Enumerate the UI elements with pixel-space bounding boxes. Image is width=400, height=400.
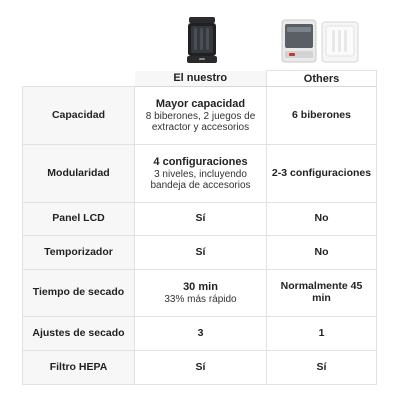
table-row: [23, 145, 377, 203]
header-ours: El nuestro: [135, 71, 267, 87]
ours-cell: Sí: [135, 203, 267, 236]
table-row: [23, 270, 377, 317]
row-label: Panel LCD: [23, 203, 135, 236]
others-cell: Sí: [267, 351, 377, 385]
ours-highlight: 4 configuraciones: [153, 156, 248, 169]
table-row: [23, 236, 377, 270]
product-images: [0, 16, 400, 70]
ours-cell: [135, 87, 267, 145]
table-row: [23, 317, 377, 351]
header-blank-cell: [23, 71, 135, 87]
ours-cell: 3: [135, 317, 267, 351]
ours-highlight: Mayor capacidad: [155, 98, 246, 111]
row-label: Filtro HEPA: [23, 351, 135, 385]
ours-cell: Sí: [135, 236, 267, 270]
ours-detail: 8 biberones, 2 juegos de extractor y accesorios: [145, 110, 256, 133]
table-row: [23, 351, 377, 385]
ours-highlight: 30 min: [183, 281, 218, 294]
ours-cell: [135, 270, 267, 317]
others-cell: 6 biberones: [267, 87, 377, 145]
others-cell: Normalmente 45 min: [267, 270, 377, 317]
others-cell: No: [267, 203, 377, 236]
row-label: Temporizador: [23, 236, 135, 270]
others-cell: No: [267, 236, 377, 270]
ours-detail: 33% más rápido: [164, 293, 237, 305]
table-row: [23, 87, 377, 145]
row-label: Modularidad: [23, 145, 135, 203]
others-cell: 1: [267, 317, 377, 351]
row-label: Ajustes de secado: [23, 317, 135, 351]
comparison-table: [22, 70, 377, 385]
ours-detail: 3 niveles, incluyendo bandeja de accesorios: [150, 168, 251, 191]
others-cell: 2-3 configuraciones: [267, 145, 377, 203]
row-label: Tiempo de secado: [23, 270, 135, 317]
ours-product-image: [186, 16, 218, 64]
ours-cell: Sí: [135, 351, 267, 385]
table-row: [23, 203, 377, 236]
table-header-row: [23, 71, 377, 87]
row-label: Capacidad: [23, 87, 135, 145]
header-others: Others: [267, 71, 377, 87]
ours-cell: [135, 145, 267, 203]
others-product-image: [280, 18, 360, 64]
